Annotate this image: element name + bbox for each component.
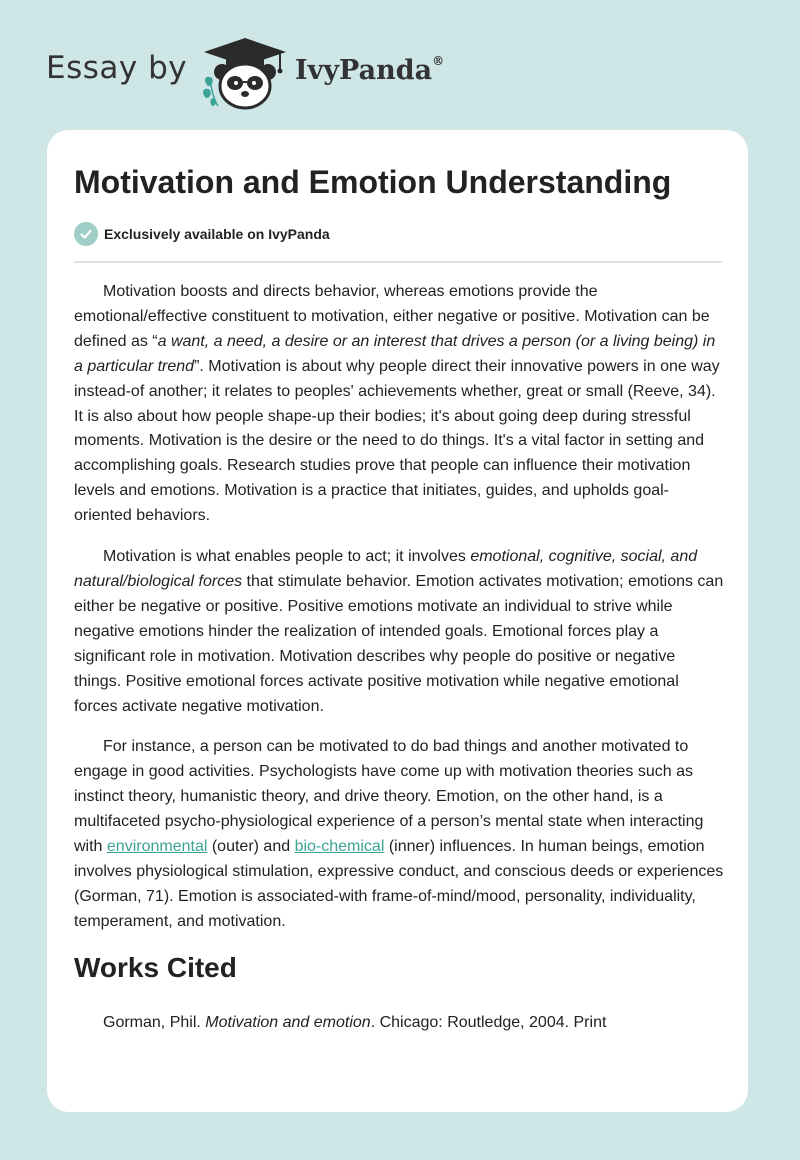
works-cited-heading: Works Cited (74, 952, 237, 983)
article-body (74, 280, 724, 951)
environmental-link[interactable]: environmental (106, 838, 208, 856)
divider (74, 261, 722, 263)
citation-entry: Gorman, Phil. Motivation and emotion. Chicago: Routledge, 2004. Print (103, 1014, 607, 1031)
check-icon (74, 222, 98, 246)
paragraph-2: Motivation is what enables people to act; it involves emotional, cognitive, social, and natural/biological forces that stimulate behavior. Emotion activates motivation; emotions can either be negative or positive. Positive emotions motivate an individual to strive while negative emotions hinder the realization of intended goals. Emotional forces play a significant role in motivation. Motivation describes why people do positive or negative things. Positive emotional forces activate positive motivation while negative emotional forces activate negative motivation. (74, 548, 724, 715)
page-title: Motivation and Emotion Understanding (74, 164, 672, 200)
bio-chemical-link[interactable]: bio-chemical (294, 838, 385, 856)
paragraph-3: For instance, a person can be motivated to do bad things and another motivated to engage in good activities. Psychologists have come up with motivation theories such as instinct theory, humanistic theory, and drive theory. Emotion, on the other hand, is a multifaceted psycho-physiological experience of a person’s mental state when interacting with environmental (outer) and bio-chemical (inner) influences. In human beings, emotion involves physiological stimulation, expressive conduct, and conscious deeds or experiences (Gorman, 71). Emotion is associated-with frame-of-mind/mood, personality, individuality, temperament, and motivation. (74, 738, 724, 930)
ivypanda-logo-icon (200, 36, 290, 110)
article-card (47, 130, 748, 1112)
exclusive-badge (74, 222, 330, 246)
brand-name: IvyPanda® (295, 54, 445, 86)
paragraph-1: Motivation boosts and directs behavior, whereas emotions provide the emotional/effective constituent to motivation, either negative or positive. Motivation can be defined as “a want, a need, a desire or an interest that drives a person (or a living being) in a particular trend”. Motivation is about why people direct their innovative powers in one way instead-of another; it relates to peoples' achievements whether, great or small (Reeve, 34). It is also about how people shape-up their bodies; it's about going deep during stressful moments. Motivation is the desire or the need to do things. It's a vital factor in setting and accomplishing goals. Research studies prove that people can influence their motivation levels and emotions. Motivation is a practice that initiates, guides, and upholds goal-oriented behaviors. (74, 283, 720, 525)
site-header (0, 0, 800, 130)
exclusive-badge-label: Exclusively available on IvyPanda (104, 226, 330, 242)
essay-by-label: Essay by (46, 50, 188, 86)
